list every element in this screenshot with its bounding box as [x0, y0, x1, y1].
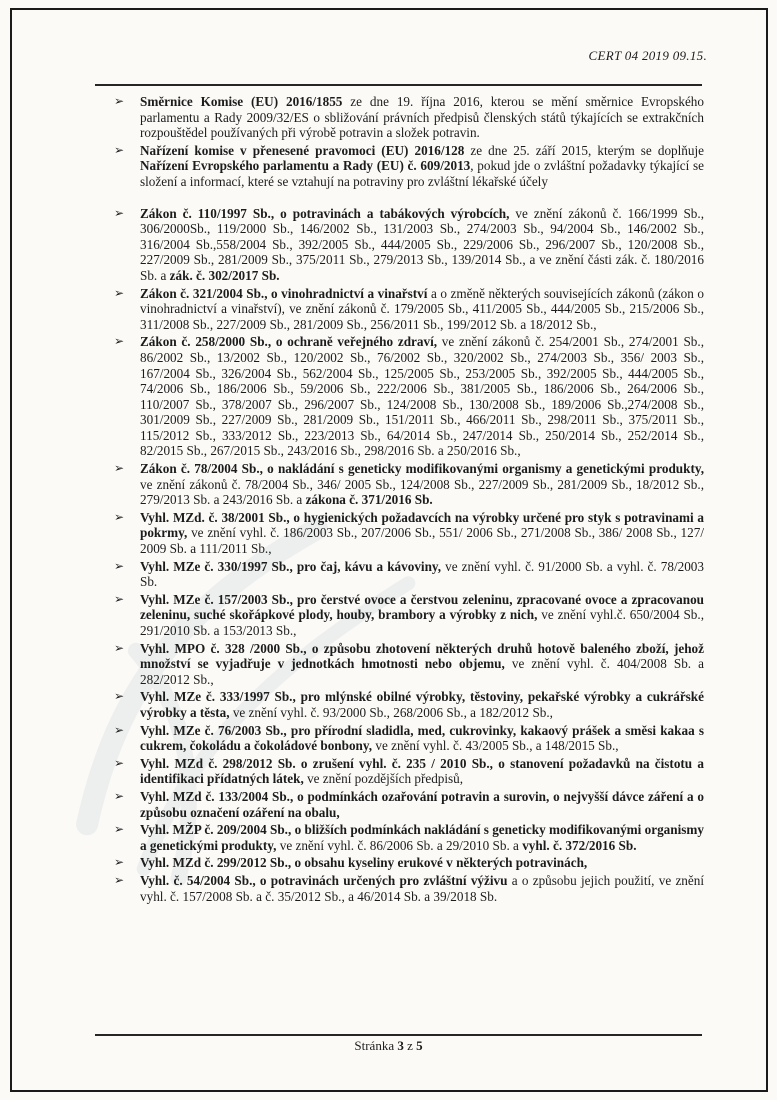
list-item — [112, 592, 704, 639]
bullet-arrow-icon: ➢ — [114, 788, 125, 803]
document-header-code: CERT 04 2019 09.15. — [588, 48, 707, 63]
bullet-arrow-icon: ➢ — [114, 591, 125, 606]
document-body — [112, 94, 704, 906]
item-text-bold: Vyhl. MZd č. 299/2012 Sb., o obsahu kyseliny erukové v některých potravinách, — [140, 855, 588, 871]
item-text: ve znění vyhl. č. 91/2000 Sb. a vyhl. č. 78/2003 Sb. — [140, 558, 704, 590]
list-item — [112, 756, 704, 787]
bullet-arrow-icon: ➢ — [114, 334, 125, 349]
bullet-arrow-icon: ➢ — [114, 855, 125, 870]
item-text: ve znění zákonů č. 166/1999 Sb., 306/2000Sb., 119/2000 Sb., 146/2002 Sb., 131/2003 Sb., 274/2003 Sb., 94/2004 Sb., 146/2002 Sb., 316/2004 Sb.,558/2004 Sb., 392/2005 Sb., 444/2005 Sb., 229/2006 Sb., 296/2007 Sb., 120/2008 Sb., 227/2009 Sb., 281/2009 Sb., 375/2011 Sb., 279/2013 Sb., 139/2014 Sb., a ve znění části zák. č. 180/2016 Sb. a — [140, 205, 704, 283]
list-item — [112, 143, 704, 190]
item-text-bold: Vyhl. MZe č. 330/1997 Sb., pro čaj, kávu a kávoviny, — [140, 558, 442, 574]
item-text-bold: Vyhl. MZd č. 133/2004 Sb., o podmínkách ozařování potravin a surovin, o nejvyšší dávce záření a o způsobu označení ozáření na obalu, — [140, 788, 704, 820]
header-rule — [95, 84, 702, 86]
item-text: ze dne 19. října 2016, kterou se mění směrnice Evropského parlamentu a Rady 2009/32/ES o sbližování právních předpisů členských států týkajících se extrakčních rozpouštědel používaných při výrobě potravin a složek potravin. — [140, 94, 704, 141]
item-text: ve znění zákonů č. 78/2004 Sb., 346/ 2005 Sb., 124/2008 Sb., 227/2009 Sb., 281/2009 Sb., 18/2012 Sb., 279/2013 Sb. a 243/2016 Sb. a — [140, 476, 704, 508]
item-text-bold: Vyhl. MZd č. 298/2012 Sb. o zrušení vyhl. č. 235 / 2010 Sb., o stanovení požadavků na čistotu a identifikaci přídatných látek, — [140, 755, 704, 787]
footer-rule — [95, 1034, 702, 1036]
list-item — [112, 510, 704, 557]
item-text-bold: Zákon č. 321/2004 Sb., o vinohradnictví a vinařství — [140, 285, 428, 301]
item-text-bold: vyhl. č. 372/2016 Sb. — [522, 837, 637, 853]
item-text-bold: Vyhl. MPO č. 328 /2000 Sb., o způsobu zhotovení některých druhů hotově baleného zboží, jehož množství se vyjadřuje v jednotkách hmotnosti nebo objemu, — [140, 640, 704, 672]
item-text: ze dne 25. září 2015, kterým se doplňuje — [464, 142, 704, 158]
item-text-bold: Nařízení Evropského parlamentu a Rady (EU) č. 609/2013 — [140, 158, 471, 174]
list-item — [112, 286, 704, 333]
item-text-bold: Zákon č. 110/1997 Sb., o potravinách a tabákových výrobcích, — [140, 205, 510, 221]
legislation-group-eu — [112, 94, 704, 190]
item-text-bold: zák. č. 302/2017 Sb. — [169, 267, 280, 283]
bullet-arrow-icon: ➢ — [114, 285, 125, 300]
group-gap — [112, 192, 704, 206]
bullet-arrow-icon: ➢ — [114, 755, 125, 770]
bullet-arrow-icon: ➢ — [114, 142, 125, 157]
list-item — [112, 559, 704, 590]
item-text-bold: Vyhl. MZe č. 76/2003 Sb., pro přírodní sladidla, med, cukrovinky, kakaový prášek a směsi kakaa s cukrem, čokoládu a čokoládové bonbony, — [140, 722, 704, 754]
item-text-bold: Směrnice Komise (EU) 2016/1855 — [140, 94, 343, 109]
bullet-arrow-icon: ➢ — [114, 94, 125, 108]
item-text-bold: Nařízení komise v přenesené pravomoci (EU) 2016/128 — [140, 142, 465, 158]
list-item — [112, 855, 704, 871]
item-text-bold: zákona č. 371/2016 Sb. — [305, 492, 433, 508]
list-item — [112, 789, 704, 820]
list-item — [112, 723, 704, 754]
list-item — [112, 461, 704, 508]
list-item — [112, 873, 704, 904]
footer-total-pages: 5 — [416, 1038, 423, 1053]
item-text: ve znění vyhl. č. 186/2003 Sb., 207/2006 Sb., 551/ 2006 Sb., 271/2008 Sb., 386/ 2008 Sb., 127/ 2009 Sb. a 111/2011 Sb., — [140, 525, 704, 557]
footer-page-word: Stránka — [354, 1038, 395, 1053]
item-text: , pokud jde o zvláštní požadavky týkající se složení a informací, které se vztahují na potraviny pro zvláštní lékařské účely — [140, 158, 704, 189]
list-item — [112, 689, 704, 720]
footer-of-word: z — [407, 1038, 413, 1053]
bullet-arrow-icon: ➢ — [114, 822, 125, 837]
item-text-bold: Vyhl. MŽP č. 209/2004 Sb., o bližších podmínkách nakládání s geneticky modifikovanými organismy a genetickými produkty, — [140, 822, 704, 853]
item-text: ve znění vyhl.č. 650/2004 Sb., 291/2010 Sb. a 153/2013 Sb., — [140, 607, 704, 638]
list-item — [112, 94, 704, 141]
item-text-bold: Vyhl. č. 54/2004 Sb., o potravinách určených pro zvláštní výživu — [140, 872, 508, 888]
bullet-arrow-icon: ➢ — [114, 509, 125, 524]
bullet-arrow-icon: ➢ — [114, 558, 125, 573]
bullet-arrow-icon: ➢ — [114, 205, 125, 220]
item-text-bold: Zákon č. 78/2004 Sb., o nakládání s geneticky modifikovanými organismy a genetickými produkty, — [140, 461, 704, 477]
list-item — [112, 822, 704, 853]
list-item — [112, 334, 704, 459]
item-text: ve znění vyhl. č. 404/2008 Sb. a 282/2012 Sb., — [140, 656, 705, 687]
bullet-arrow-icon: ➢ — [114, 689, 125, 704]
list-item — [112, 206, 704, 284]
item-text-bold: Zákon č. 258/2000 Sb., o ochraně veřejného zdraví, — [140, 334, 438, 350]
item-text-bold: Vyhl. MZe č. 333/1997 Sb., pro mlýnské obilné výrobky, těstoviny, pekařské výrobky a cukrářské výrobky a těsta, — [140, 689, 704, 720]
item-text: ve znění zákonů č. 254/2001 Sb., 274/2001 Sb., 86/2002 Sb., 13/2002 Sb., 120/2002 Sb., 76/2002 Sb., 320/2002 Sb., 274/2003 Sb., 356/ 2003 Sb., 167/2004 Sb., 326/2004 Sb., 562/2004 Sb., 125/2005 Sb., 253/2005 Sb., 392/2005 Sb., 444/2005 Sb., 74/2006 Sb., 186/2006 Sb., 59/2006 Sb., 222/2006 Sb., 381/2005 Sb., 186/2006 Sb., 264/2006 Sb., 110/2007 Sb., 378/2007 Sb., 296/2007 Sb., 124/2008 Sb., 130/2008 Sb., 189/2006 Sb.,274/2008 Sb., 301/2009 Sb., 227/2009 Sb., 281/2009 Sb., 151/2011 Sb., 466/2011 Sb., 298/2011 Sb., 375/2011 Sb., 115/2012 Sb., 333/2012 Sb., 223/2013 Sb., 64/2014 Sb., 247/2014 Sb., 250/2014 Sb., 252/2014 Sb., 82/2015 Sb., 267/2015 Sb., 243/2016 Sb., 298/2016 Sb. a 250/2016 Sb., — [140, 334, 704, 459]
bullet-arrow-icon: ➢ — [114, 872, 125, 887]
item-text: a o změně některých souvisejících zákonů (zákon o vinohradnictví a vinařství), ve znění zákonů č. 179/2005 Sb., 411/2005 Sb., 444/2005 Sb., 215/2006 Sb., 311/2008 Sb., 227/2009 Sb., 281/2009 Sb., 256/2011 Sb., 199/2012 Sb. a 18/2012 Sb., — [140, 285, 704, 332]
bullet-arrow-icon: ➢ — [114, 722, 125, 737]
item-text: ve znění vyhl. č. 86/2006 Sb. a 29/2010 Sb. a — [276, 837, 523, 853]
bullet-arrow-icon: ➢ — [114, 461, 125, 476]
list-item — [112, 641, 704, 688]
item-text: ve znění vyhl. č. 43/2005 Sb., a 148/2015 Sb., — [372, 738, 619, 754]
legislation-group-national — [112, 206, 704, 905]
item-text: a o způsobu jejich použití, ve znění vyhl. č. 157/2008 Sb. a č. 35/2012 Sb., a 46/2014 Sb. a 39/2018 Sb. — [140, 872, 705, 904]
page-footer — [0, 1038, 777, 1054]
item-text: ve znění vyhl. č. 93/2000 Sb., 268/2006 Sb., a 182/2012 Sb., — [229, 704, 553, 720]
bullet-arrow-icon: ➢ — [114, 640, 125, 655]
item-text-bold: Vyhl. MZd. č. 38/2001 Sb., o hygienických požadavcích na výrobky určené pro styk s potravinami a pokrmy, — [140, 509, 704, 541]
item-text-bold: Vyhl. MZe č. 157/2003 Sb., pro čerstvé ovoce a čerstvou zeleninu, zpracované ovoce a zpracovanou zeleninu, suché skořápkové plody, houby, brambory a výrobky z nich, — [140, 591, 704, 623]
item-text: ve znění pozdějších předpisů, — [303, 771, 464, 787]
footer-page-number: 3 — [397, 1038, 404, 1053]
